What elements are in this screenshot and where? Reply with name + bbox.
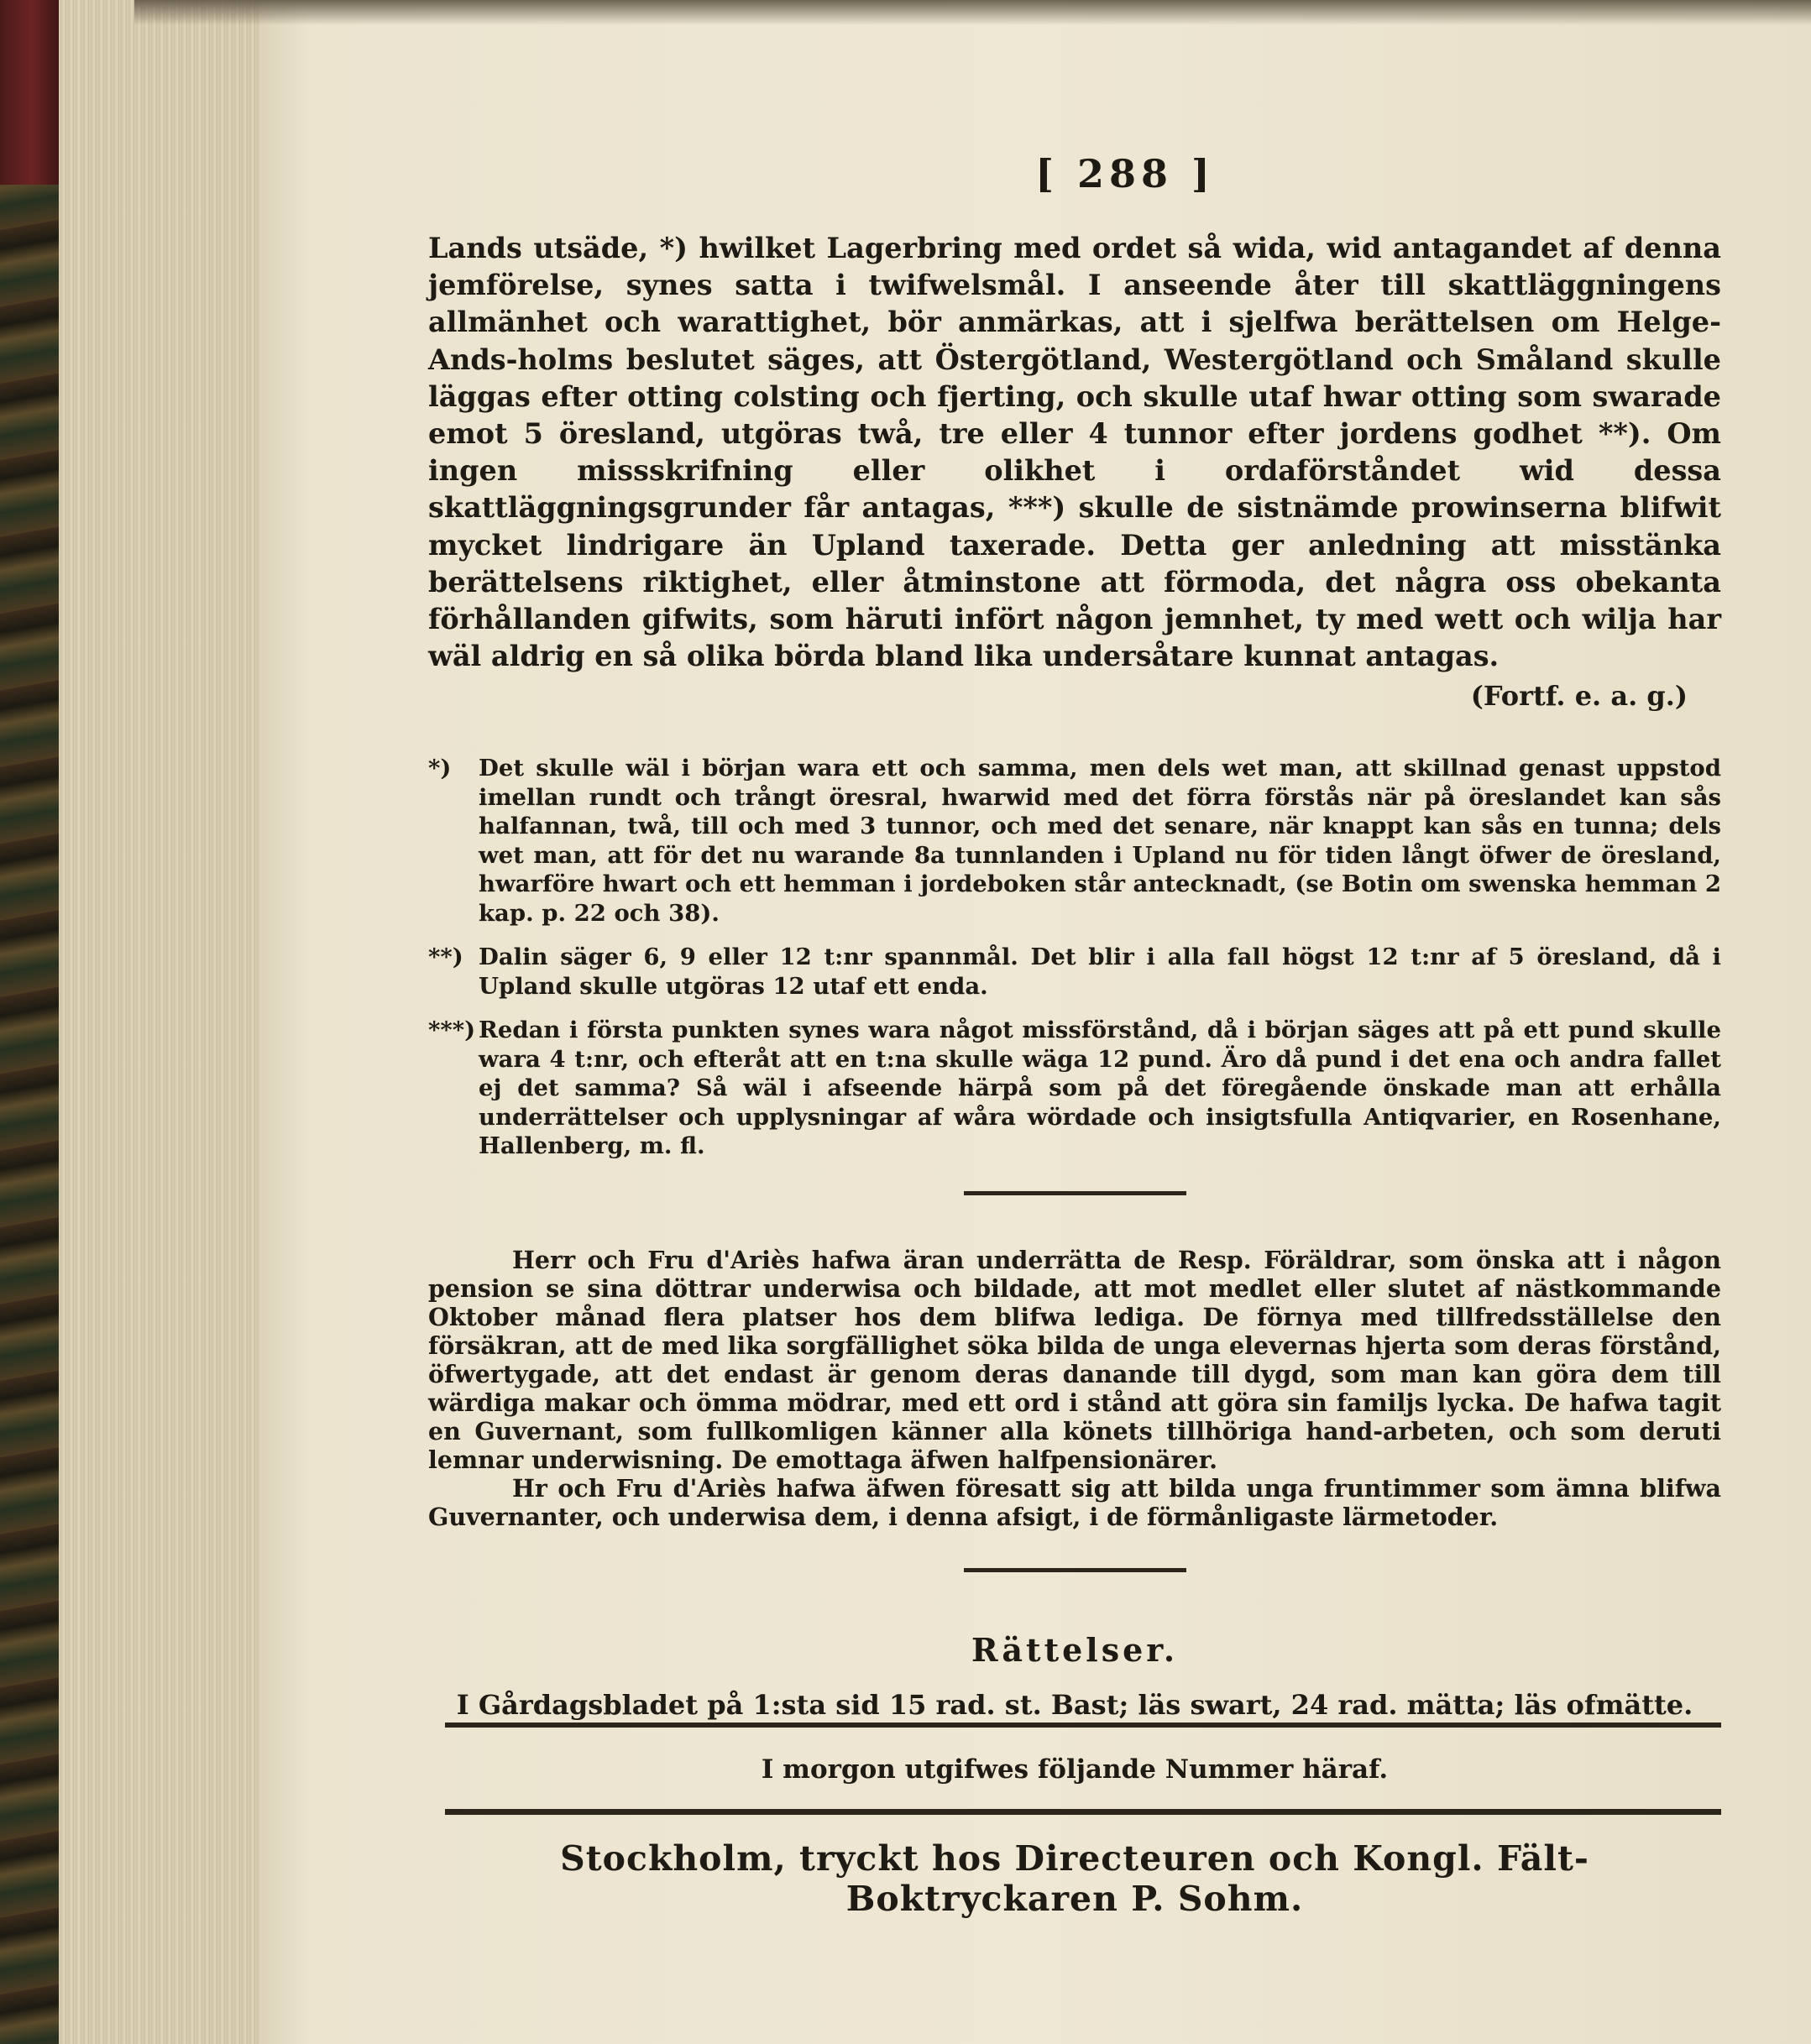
corrections-text: I Gårdagsbladet på 1:sta sid 15 rad. st. Bast; läs swart, 24 rad. mätta; läs ofmätte.	[456, 1688, 1693, 1721]
rule-bottom	[445, 1809, 1721, 1815]
footnote-2-mark: **)	[428, 944, 463, 971]
page-edges	[59, 0, 269, 2044]
rule-top	[445, 1723, 1721, 1728]
printer-imprint: Stockholm, tryckt hos Directeuren och Kongl. Fält-Boktryckaren P. Sohm.	[560, 1838, 1589, 1919]
advertisement-paragraph-1: Herr och Fru d'Ariès hafwa äran underrätta de Resp. Föräldrar, som önska att i någon pension se sina döttrar underwisa och bildade, att mot medlet eller slutet af nästkommande Oktober månad flera platser hos dem blifwa lediga. De förnya med tillfredsställelse den försäkran, att de med lika sorgfällighet söka bilda de unga elevernas hjerta som deras förstånd, öfwertygade, att det endast är genom deras danande till dygd, som man kan göra dem till wärdiga makar och ömma mödrar, med ett ord i stånd att göra sin familjs lycka. De hafwa tagit en Guvernant, som fullkomligen känner alla könets tillhöriga hand-arbeten, och som deruti lemnar underwisning. De emottaga äfwen halfpensionärer.	[428, 1245, 1721, 1474]
footnote-1-mark: *)	[428, 755, 452, 782]
footnote-3-mark: ***)	[428, 1017, 476, 1044]
advertisement-paragraph-2: Hr och Fru d'Ariès hafwa äfwen föresatt sig att bilda unga fruntimmer som ämna blifwa Guvernanter, och underwisa dem, i denna afsigt, i de förmånligaste lärmetoder.	[428, 1473, 1721, 1531]
continuation-note: (Fortf. e. a. g.)	[1470, 680, 1688, 713]
footnote-1	[428, 754, 1721, 928]
footnote-3-text: Redan i första punkten synes wara något missförstånd, då i början säges att på ett pund skulle wara 4 t:nr, och efteråt att en t:na skulle wäga 12 pund. Äro då pund i det ena och andra fallet ej det samma? Så wäl i afseende härpå som på det föregående önskade man att erhålla underrättelser och upplysningar af wåra wördade och insigtsfulla Antiqvarier, en Rosenhane, Hallenberg, m. fl.	[479, 1017, 1721, 1160]
footnote-3	[428, 1016, 1721, 1161]
page-number: [ 288 ]	[1035, 151, 1215, 196]
next-issue-notice: I morgon utgifwes följande Nummer häraf.	[761, 1754, 1389, 1785]
top-shadow	[134, 0, 1811, 25]
section-divider-1	[964, 1191, 1186, 1195]
footnote-1-text: Det skulle wäl i början wara ett och samma, men dels wet man, att skillnad genast uppstod imellan rundt och trångt öresral, hwarwid med det förra förstås när på öreslandet kan sås halfannan, twå, till och med 3 tunnor, och med det senare, när knappt kan sås en tunna; dels wet man, att för det nu warande 8a tunnlanden i Upland nu för tiden långt öfwer de öresland, hwarföre hwart och ett hemman i jordeboken står antecknadt, (se Botin om swenska hemman 2 kap. p. 22 och 38).	[479, 755, 1721, 927]
binding-spine-strip	[0, 0, 63, 185]
section-divider-2	[964, 1568, 1186, 1572]
main-text: Lands utsäde, *) hwilket Lagerbring med ordet så wida, wid antagandet af denna jemförelse, synes satta i twifwelsmål. I anseende åter till skattläggningens allmänhet och warattighet, bör anmärkas, att i sjelfwa berättelsen om Helge-Ands-holms beslutet säges, att Östergötland, Westergötland och Småland skulle läggas efter otting colsting och fjerting, och skulle utaf hwar otting som swarade emot 5 öresland, utgöras twå, tre eller 4 tunnor efter jordens godhet **). Om ingen missskrifning eller olikhet i ordaförståndet wid dessa skattläggningsgrunder får antagas, ***) skulle de sistnämde prowinserna blifwit mycket lindrigare än Upland taxerade. Detta ger anledning att misstänka berättelsens riktighet, eller åtminstone att förmoda, det några oss obekanta förhållanden gifwits, som häruti infört någon jemnhet, ty med wett och wilja har wäl aldrig en så olika börda bland lika undersåtare kunnat antagas.	[428, 232, 1721, 673]
footnote-2	[428, 943, 1721, 1001]
book-binding	[0, 0, 63, 2044]
page-content	[428, 151, 1721, 1721]
corrections-heading: Rättelser.	[971, 1630, 1179, 1669]
footnote-2-text: Dalin säger 6, 9 eller 12 t:nr spannmål. Det blir i alla fall högst 12 t:nr af 5 öresland, då i Upland skulle utgöras 12 utaf ett enda.	[479, 944, 1721, 1000]
footnotes	[428, 754, 1721, 1161]
